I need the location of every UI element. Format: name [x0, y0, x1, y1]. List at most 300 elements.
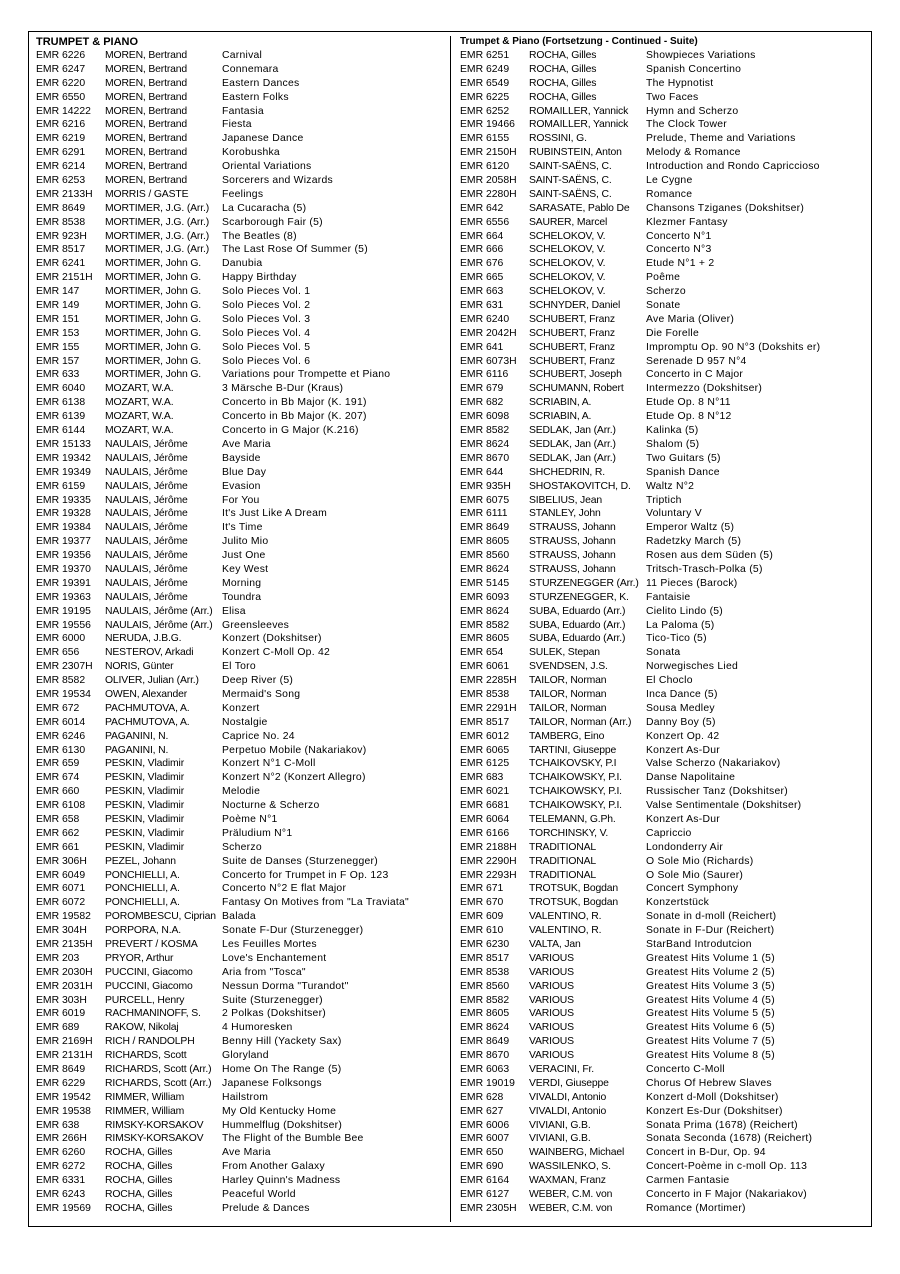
work-title: Greatest Hits Volume 5 (5)	[646, 1008, 775, 1020]
work-title: Konzert	[222, 702, 260, 714]
catalog-entry	[460, 646, 868, 660]
composer-name: PREVERT / KOSMA	[105, 939, 198, 950]
composer-name: RIMSKY-KORSAKOV	[105, 1133, 204, 1145]
catalog-entry	[36, 188, 448, 202]
composer-name: MORTIMER, J.G. (Arr.)	[105, 216, 210, 228]
catalog-entry	[36, 938, 448, 952]
work-title: Sonata	[646, 647, 681, 659]
composer-name: MORTIMER, John G.	[105, 369, 201, 381]
catalog-entry	[36, 216, 448, 230]
work-title: Konzert N°2 (Konzert Allegro)	[222, 772, 366, 784]
catalog-number: EMR 6021	[460, 786, 510, 798]
catalog-entry	[460, 299, 868, 313]
work-title: O Sole Mio (Saurer)	[646, 869, 744, 881]
composer-name: STRAUSS, Johann	[529, 522, 616, 534]
composer-name: ROSSINI, G.	[529, 133, 587, 145]
catalog-number: EMR 8624	[460, 1022, 510, 1034]
catalog-entry	[36, 355, 448, 369]
work-title: Suite (Sturzenegger)	[222, 994, 323, 1006]
work-title: Intermezzo (Dokshitser)	[646, 383, 763, 395]
catalog-number: EMR 923H	[36, 230, 87, 242]
catalog-number: EMR 6331	[36, 1175, 86, 1187]
catalog-number: EMR 6251	[460, 50, 510, 61]
catalog-entry	[460, 605, 868, 619]
work-title: StarBand Introdutcion	[646, 939, 752, 950]
catalog-entry	[460, 757, 868, 771]
catalog-entry	[460, 452, 868, 466]
catalog-number: EMR 14222	[36, 105, 91, 117]
composer-name: TARTINI, Giuseppe	[529, 744, 617, 756]
work-title: Concert Symphony	[646, 883, 739, 895]
work-title: Sousa Medley	[646, 702, 715, 714]
work-title: Hummelflug (Dokshitser)	[222, 1119, 343, 1131]
catalog-entry	[460, 1049, 868, 1063]
catalog-entry	[36, 1063, 448, 1077]
work-title: 11 Pieces (Barock)	[646, 577, 738, 589]
composer-name: OWEN, Alexander	[105, 688, 188, 700]
composer-name: MOZART, W.A.	[105, 383, 174, 395]
catalog-entry	[460, 382, 868, 396]
catalog-number: EMR 6272	[36, 1161, 86, 1173]
work-title: Sonate in F-Dur (Reichert)	[646, 925, 775, 937]
work-title: The Beatles (8)	[222, 230, 297, 242]
work-title: Nessun Dorma "Turandot"	[222, 980, 349, 992]
catalog-entry	[36, 507, 448, 521]
catalog-number: EMR 663	[460, 286, 504, 298]
catalog-entry	[460, 243, 868, 257]
catalog-number: EMR 8560	[460, 550, 510, 562]
catalog-entry	[36, 646, 448, 660]
catalog-entry	[460, 660, 868, 674]
catalog-number: EMR 6006	[460, 1119, 510, 1131]
catalog-entry	[36, 577, 448, 591]
catalog-number: EMR 6240	[460, 313, 510, 325]
catalog-number: EMR 662	[36, 827, 80, 839]
catalog-number: EMR 689	[36, 1022, 80, 1034]
work-title: Morning	[222, 577, 262, 589]
catalog-entry	[460, 49, 868, 63]
catalog-number: EMR 19569	[36, 1202, 91, 1214]
composer-name: SCHUBERT, Franz	[529, 355, 615, 367]
work-title: Concerto in G Major (K.216)	[222, 425, 359, 437]
composer-name: SEDLAK, Jan (Arr.)	[529, 438, 616, 450]
catalog-entry	[460, 202, 868, 216]
catalog-entry	[36, 160, 448, 174]
catalog-number: EMR 19328	[36, 508, 91, 520]
catalog-number: EMR 8624	[460, 438, 510, 450]
composer-name: VERACINI, Fr.	[529, 1064, 595, 1076]
catalog-entry	[460, 896, 868, 910]
work-title: Greatest Hits Volume 3 (5)	[646, 980, 775, 992]
composer-name: RIMSKY-KORSAKOV	[105, 1119, 204, 1131]
composer-name: PURCELL, Henry	[105, 994, 185, 1006]
catalog-entry	[36, 91, 448, 105]
catalog-number: EMR 670	[460, 897, 504, 909]
catalog-number: EMR 155	[36, 341, 80, 353]
section-heading-continued: Trumpet & Piano (Fortsetzung - Continued - Suite)	[460, 36, 698, 47]
work-title: Etude Op. 8 N°12	[646, 411, 732, 423]
catalog-number: EMR 6098	[460, 411, 510, 423]
catalog-entry	[36, 368, 448, 382]
work-title: Oriental Variations	[222, 161, 312, 173]
composer-name: PAGANINI, N.	[105, 744, 169, 756]
composer-name: RICHARDS, Scott (Arr.)	[105, 1064, 212, 1076]
work-title: Variations pour Trompette et Piano	[222, 369, 391, 381]
work-title: Etude Op. 8 N°11	[646, 397, 731, 409]
catalog-number: EMR 19019	[460, 1077, 515, 1089]
composer-name: MORTIMER, John G.	[105, 313, 201, 325]
composer-name: SIBELIUS, Jean	[529, 494, 602, 506]
composer-name: TCHAIKOWSKY, P.I.	[529, 772, 622, 784]
catalog-entry	[460, 341, 868, 355]
work-title: Scherzo	[222, 841, 262, 853]
composer-name: TCHAIKOVSKY, P.I	[529, 758, 617, 770]
catalog-entry	[460, 1063, 868, 1077]
work-title: Julito Mio	[222, 536, 269, 548]
work-title: Spanish Dance	[646, 466, 720, 478]
catalog-entry	[36, 924, 448, 938]
catalog-number: EMR 19582	[36, 911, 91, 923]
work-title: Rosen aus dem Süden (5)	[646, 550, 774, 562]
composer-name: PESKIN, Vladimir	[105, 800, 185, 812]
composer-name: VARIOUS	[529, 952, 574, 964]
composer-name: MORTIMER, J.G. (Arr.)	[105, 244, 210, 256]
work-title: Concerto in C Major	[646, 369, 744, 381]
catalog-number: EMR 679	[460, 383, 504, 395]
catalog-number: EMR 682	[460, 397, 504, 409]
right-column	[460, 35, 868, 1216]
composer-name: STRAUSS, Johann	[529, 563, 616, 575]
composer-name: PUCCINI, Giacomo	[105, 966, 193, 978]
work-title: Valse Scherzo (Nakariakov)	[646, 758, 781, 770]
composer-name: ROMAILLER, Yannick	[529, 105, 629, 117]
work-title: Concerto in F Major (Nakariakov)	[646, 1189, 808, 1201]
catalog-entry	[36, 1077, 448, 1091]
work-title: Solo Pieces Vol. 3	[222, 313, 311, 325]
catalog-number: EMR 6291	[36, 147, 86, 159]
catalog-number: EMR 6253	[36, 175, 86, 187]
catalog-number: EMR 2307H	[36, 661, 93, 673]
catalog-entry	[460, 910, 868, 924]
work-title: Greensleeves	[222, 619, 290, 631]
catalog-entry	[36, 63, 448, 77]
composer-name: SCHUBERT, Franz	[529, 341, 615, 353]
work-title: Konzert (Dokshitser)	[222, 633, 322, 645]
work-title: Love's Enchantement	[222, 952, 327, 964]
catalog-entry	[460, 869, 868, 883]
catalog-entry	[460, 938, 868, 952]
catalog-number: EMR 6549	[460, 77, 510, 89]
catalog-entry	[36, 674, 448, 688]
work-title: Connemara	[222, 63, 279, 75]
catalog-entry	[460, 1174, 868, 1188]
catalog-entry	[460, 1146, 868, 1160]
catalog-entry	[460, 841, 868, 855]
work-title: Bayside	[222, 452, 261, 464]
catalog-number: EMR 151	[36, 313, 80, 325]
catalog-number: EMR 2188H	[460, 841, 517, 853]
catalog-number: EMR 664	[460, 230, 504, 242]
catalog-entry	[36, 1202, 448, 1216]
work-title: Showpieces Variations	[646, 50, 756, 61]
composer-name: PESKIN, Vladimir	[105, 841, 185, 853]
catalog-number: EMR 8538	[36, 216, 86, 228]
work-title: Melodie	[222, 786, 261, 798]
catalog-entry	[460, 674, 868, 688]
composer-name: ROCHA, Gilles	[105, 1202, 173, 1214]
catalog-entry	[36, 827, 448, 841]
composer-name: RICH / RANDOLPH	[105, 1036, 195, 1048]
catalog-number: EMR 6019	[36, 1008, 86, 1020]
work-title: Sonate	[646, 300, 681, 312]
catalog-number: EMR 19356	[36, 550, 91, 562]
composer-name: PESKIN, Vladimir	[105, 827, 185, 839]
composer-name: RUBINSTEIN, Anton	[529, 147, 622, 159]
catalog-number: EMR 153	[36, 327, 80, 339]
catalog-number: EMR 203	[36, 952, 80, 964]
catalog-entry	[460, 118, 868, 132]
work-title: Gloryland	[222, 1050, 269, 1062]
catalog-number: EMR 659	[36, 758, 80, 770]
work-title: Fantaisie	[646, 591, 691, 603]
work-title: Perpetuo Mobile (Nakariakov)	[222, 744, 367, 756]
catalog-number: EMR 658	[36, 813, 80, 825]
catalog-entry	[36, 966, 448, 980]
work-title: Tico-Tico (5)	[646, 633, 707, 645]
composer-name: WEBER, C.M. von	[529, 1202, 613, 1214]
composer-name: MOREN, Bertrand	[105, 50, 188, 61]
work-title: Hailstrom	[222, 1091, 269, 1103]
work-title: From Another Galaxy	[222, 1161, 325, 1173]
catalog-entry	[36, 285, 448, 299]
catalog-entry	[460, 1007, 868, 1021]
catalog-number: EMR 19538	[36, 1105, 91, 1117]
catalog-entry	[36, 521, 448, 535]
composer-name: TAILOR, Norman	[529, 675, 607, 687]
catalog-number: EMR 6108	[36, 800, 86, 812]
catalog-entry	[36, 396, 448, 410]
work-title: Chansons Tziganes (Dokshitser)	[646, 202, 805, 214]
work-title: Concerto N°1	[646, 230, 712, 242]
catalog-number: EMR 2058H	[460, 175, 517, 187]
catalog-number: EMR 8517	[460, 716, 510, 728]
work-title: Le Cygne	[646, 175, 693, 187]
work-title: Concerto in Bb Major (K. 191)	[222, 397, 367, 409]
work-title: Sonate F-Dur (Sturzenegger)	[222, 925, 364, 937]
composer-name: SEDLAK, Jan (Arr.)	[529, 452, 616, 464]
catalog-entry	[460, 577, 868, 591]
work-title: Balada	[222, 911, 256, 923]
catalog-number: EMR 15133	[36, 438, 91, 450]
catalog-number: EMR 19349	[36, 466, 91, 478]
composer-name: MOREN, Bertrand	[105, 147, 188, 159]
composer-name: NAULAIS, Jérôme	[105, 591, 188, 603]
work-title: Valse Sentimentale (Dokshitser)	[646, 800, 802, 812]
catalog-number: EMR 2131H	[36, 1050, 93, 1062]
catalog-entry	[36, 424, 448, 438]
work-title: Japanese Folksongs	[222, 1077, 322, 1089]
composer-name: TORCHINSKY, V.	[529, 827, 609, 839]
catalog-number: EMR 19542	[36, 1091, 91, 1103]
composer-name: PESKIN, Vladimir	[105, 772, 185, 784]
catalog-entry	[36, 132, 448, 146]
composer-name: SCRIABIN, A.	[529, 397, 592, 409]
work-title: Sonate in d-moll (Reichert)	[646, 911, 777, 923]
catalog-entry	[36, 1146, 448, 1160]
catalog-entry	[36, 549, 448, 563]
work-title: Voluntary V	[646, 508, 702, 520]
composer-name: MOZART, W.A.	[105, 411, 174, 423]
work-title: Die Forelle	[646, 327, 699, 339]
work-title: Mermaid's Song	[222, 688, 301, 700]
catalog-number: EMR 644	[460, 466, 504, 478]
composer-name: VARIOUS	[529, 1022, 574, 1034]
catalog-entry	[460, 619, 868, 633]
catalog-entry	[460, 744, 868, 758]
work-title: Prelude & Dances	[222, 1202, 310, 1214]
work-title: Korobushka	[222, 147, 280, 159]
work-title: Benny Hill (Yackety Sax)	[222, 1036, 342, 1048]
catalog-entry	[460, 980, 868, 994]
work-title: Sonata Seconda (1678) (Reichert)	[646, 1133, 813, 1145]
catalog-number: EMR 19370	[36, 563, 91, 575]
catalog-entry	[36, 730, 448, 744]
catalog-entry	[36, 660, 448, 674]
composer-name: SCHELOKOV, V.	[529, 272, 606, 284]
catalog-number: EMR 6125	[460, 758, 510, 770]
catalog-entry	[460, 688, 868, 702]
work-title: Blue Day	[222, 466, 267, 478]
composer-name: ROCHA, Gilles	[529, 50, 597, 61]
catalog-entry	[460, 368, 868, 382]
composer-name: PESKIN, Vladimir	[105, 786, 185, 798]
catalog-entry	[460, 855, 868, 869]
work-title: Ave Maria (Oliver)	[646, 313, 735, 325]
catalog-number: EMR 8649	[460, 522, 510, 534]
catalog-number: EMR 2031H	[36, 980, 93, 992]
catalog-entry	[460, 1160, 868, 1174]
composer-name: SUBA, Eduardo (Arr.)	[529, 619, 626, 631]
catalog-number: EMR 5145	[460, 577, 510, 589]
composer-name: VARIOUS	[529, 966, 574, 978]
work-title: Greatest Hits Volume 6 (5)	[646, 1022, 775, 1034]
composer-name: TCHAIKOWSKY, P.I.	[529, 786, 622, 798]
work-title: Konzert As-Dur	[646, 744, 720, 756]
catalog-number: EMR 8649	[460, 1036, 510, 1048]
catalog-number: EMR 2293H	[460, 869, 517, 881]
catalog-entry	[460, 730, 868, 744]
catalog-list-left	[36, 49, 448, 1216]
composer-name: PONCHIELLI, A.	[105, 869, 180, 881]
work-title: Emperor Waltz (5)	[646, 522, 735, 534]
work-title: Chorus Of Hebrew Slaves	[646, 1077, 772, 1089]
catalog-number: EMR 2151H	[36, 272, 93, 284]
work-title: El Choclo	[646, 675, 693, 687]
composer-name: SUBA, Eduardo (Arr.)	[529, 633, 626, 645]
composer-name: VARIOUS	[529, 994, 574, 1006]
composer-name: SHOSTAKOVITCH, D.	[529, 480, 631, 492]
catalog-number: EMR 6093	[460, 591, 510, 603]
composer-name: NAULAIS, Jérôme	[105, 438, 188, 450]
work-title: Konzert As-Dur	[646, 813, 720, 825]
work-title: Harley Quinn's Madness	[222, 1175, 341, 1187]
left-column	[36, 35, 448, 1216]
catalog-number: EMR 6243	[36, 1189, 86, 1201]
catalog-number: EMR 6116	[460, 369, 509, 381]
composer-name: PONCHIELLI, A.	[105, 883, 180, 895]
catalog-entry	[460, 174, 868, 188]
catalog-entry	[460, 882, 868, 896]
work-title: Key West	[222, 563, 269, 575]
catalog-number: EMR 650	[460, 1147, 504, 1159]
catalog-number: EMR 2169H	[36, 1036, 93, 1048]
composer-name: ROMAILLER, Yannick	[529, 119, 629, 131]
catalog-entry	[460, 924, 868, 938]
composer-name: STURZENEGGER (Arr.)	[529, 577, 639, 589]
catalog-number: EMR 19534	[36, 688, 91, 700]
catalog-entry	[36, 382, 448, 396]
composer-name: SEDLAK, Jan (Arr.)	[529, 425, 616, 437]
catalog-number: EMR 19391	[36, 577, 91, 589]
composer-name: MOREN, Bertrand	[105, 119, 188, 131]
work-title: Präludium N°1	[222, 827, 293, 839]
catalog-number: EMR 306H	[36, 855, 87, 867]
composer-name: STRAUSS, Johann	[529, 536, 616, 548]
catalog-entry	[460, 1119, 868, 1133]
catalog-number: EMR 6120	[460, 161, 510, 173]
composer-name: OLIVER, Julian (Arr.)	[105, 675, 199, 687]
catalog-number: EMR 8582	[460, 619, 510, 631]
work-title: Concert-Poème in c-moll Op. 113	[646, 1161, 808, 1173]
catalog-number: EMR 147	[36, 286, 80, 298]
catalog-entry	[36, 688, 448, 702]
catalog-entry	[460, 230, 868, 244]
catalog-number: EMR 8605	[460, 633, 510, 645]
composer-name: MORTIMER, John G.	[105, 258, 201, 270]
composer-name: PACHMUTOVA, A.	[105, 716, 190, 728]
composer-name: ROCHA, Gilles	[105, 1147, 173, 1159]
catalog-number: EMR 8560	[460, 980, 510, 992]
work-title: For You	[222, 494, 260, 506]
work-title: Sonata Prima (1678) (Reichert)	[646, 1119, 798, 1131]
work-title: Greatest Hits Volume 7 (5)	[646, 1036, 775, 1048]
catalog-entry	[460, 1077, 868, 1091]
composer-name: SAURER, Marcel	[529, 216, 608, 228]
catalog-entry	[36, 882, 448, 896]
catalog-entry	[460, 1132, 868, 1146]
work-title: Konzert N°1 C-Moll	[222, 758, 316, 770]
catalog-number: EMR 633	[36, 369, 80, 381]
catalog-number: EMR 690	[460, 1161, 504, 1173]
catalog-number: EMR 6000	[36, 633, 86, 645]
work-title: 4 Humoresken	[222, 1022, 293, 1034]
catalog-entry	[36, 757, 448, 771]
work-title: Carmen Fantasie	[646, 1175, 730, 1187]
catalog-number: EMR 6155	[460, 133, 510, 145]
composer-name: RIMMER, William	[105, 1091, 185, 1103]
catalog-number: EMR 6065	[460, 744, 510, 756]
work-title: Solo Pieces Vol. 4	[222, 327, 311, 339]
work-title: El Toro	[222, 661, 256, 673]
catalog-entry	[460, 549, 868, 563]
catalog-number: EMR 6230	[460, 939, 510, 950]
catalog-entry	[460, 827, 868, 841]
catalog-number: EMR 6130	[36, 744, 86, 756]
work-title: Cielito Lindo (5)	[646, 605, 724, 617]
catalog-entry	[460, 132, 868, 146]
catalog-entry	[460, 1202, 868, 1216]
catalog-entry	[36, 452, 448, 466]
